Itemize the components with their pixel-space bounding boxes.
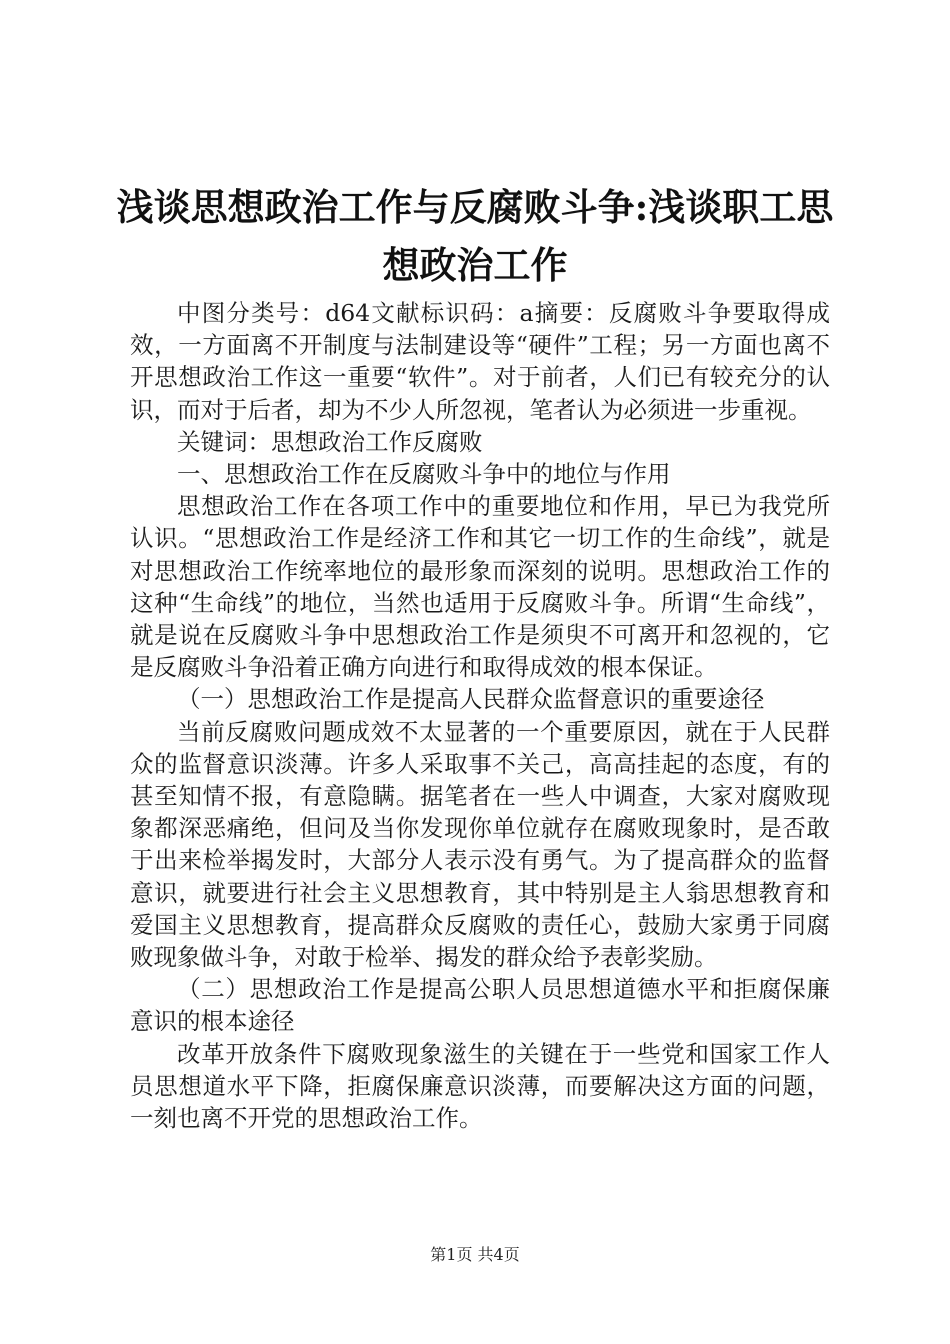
body-paragraph: 改革开放条件下腐败现象滋生的关键在于一些党和国家工作人员思想道水平下降，拒腐保廉意识淡薄，而要解决这方面的问题，一刻也离不开党的思想政治工作。 (130, 1039, 830, 1133)
subsection-heading-2: （二）思想政治工作是提高公职人员思想道德水平和拒腐保廉意识的根本途径 (130, 975, 830, 1036)
body-paragraph: 当前反腐败问题成效不太显著的一个重要原因，就在于人民群众的监督意识淡薄。许多人采取事不关己，高高挂起的态度，有的甚至知情不报，有意隐瞒。据笔者在一些人中调查，大家对腐败现象都深恶痛绝，但问及当你发现你单位就存在腐败现象时，是否敢于出来检举揭发时，大部分人表示没有勇气。为了提高群众的监督意识，就要进行社会主义思想教育，其中特别是主人翁思想教育和爱国主义思想教育，提高群众反腐败的责任心，鼓励大家勇于同腐败现象做斗争，对敢于检举、揭发的群众给予表彰奖励。 (130, 717, 830, 972)
page-number-footer: 第1页 共4页 (430, 1245, 520, 1264)
section-heading-1: 一、思想政治工作在反腐败斗争中的地位与作用 (177, 460, 671, 489)
document-body (130, 297, 830, 1134)
document-title: 浅谈思想政治工作与反腐败斗争:浅谈职工思想政治工作 (116, 185, 834, 287)
body-paragraph: 思想政治工作在各项工作中的重要地位和作用，早已为我党所认识。“思想政治工作是经济工作和其它一切工作的生命线”，就是对思想政治工作统率地位的最形象而深刻的说明。思想政治工作的这种“生命线”的地位，当然也适用于反腐败斗争。所谓“生命线”，就是说在反腐败斗争中思想政治工作是须臾不可离开和忽视的，它是反腐败斗争沿着正确方向进行和取得成效的根本保证。 (130, 492, 830, 682)
keywords-paragraph: 关键词：思想政治工作反腐败 (177, 427, 483, 456)
subsection-heading-1: （一）思想政治工作是提高人民群众监督意识的重要途径 (177, 685, 765, 714)
abstract-paragraph: 中图分类号：d64文献标识码：a摘要：反腐败斗争要取得成效，一方面离不开制度与法制建设等“硬件”工程；另一方面也离不开思想政治工作这一重要“软件”。对于前者，人们已有较充分的认识，而对于后者，却为不少人所忽视，笔者认为必须进一步重视。 (130, 299, 830, 424)
